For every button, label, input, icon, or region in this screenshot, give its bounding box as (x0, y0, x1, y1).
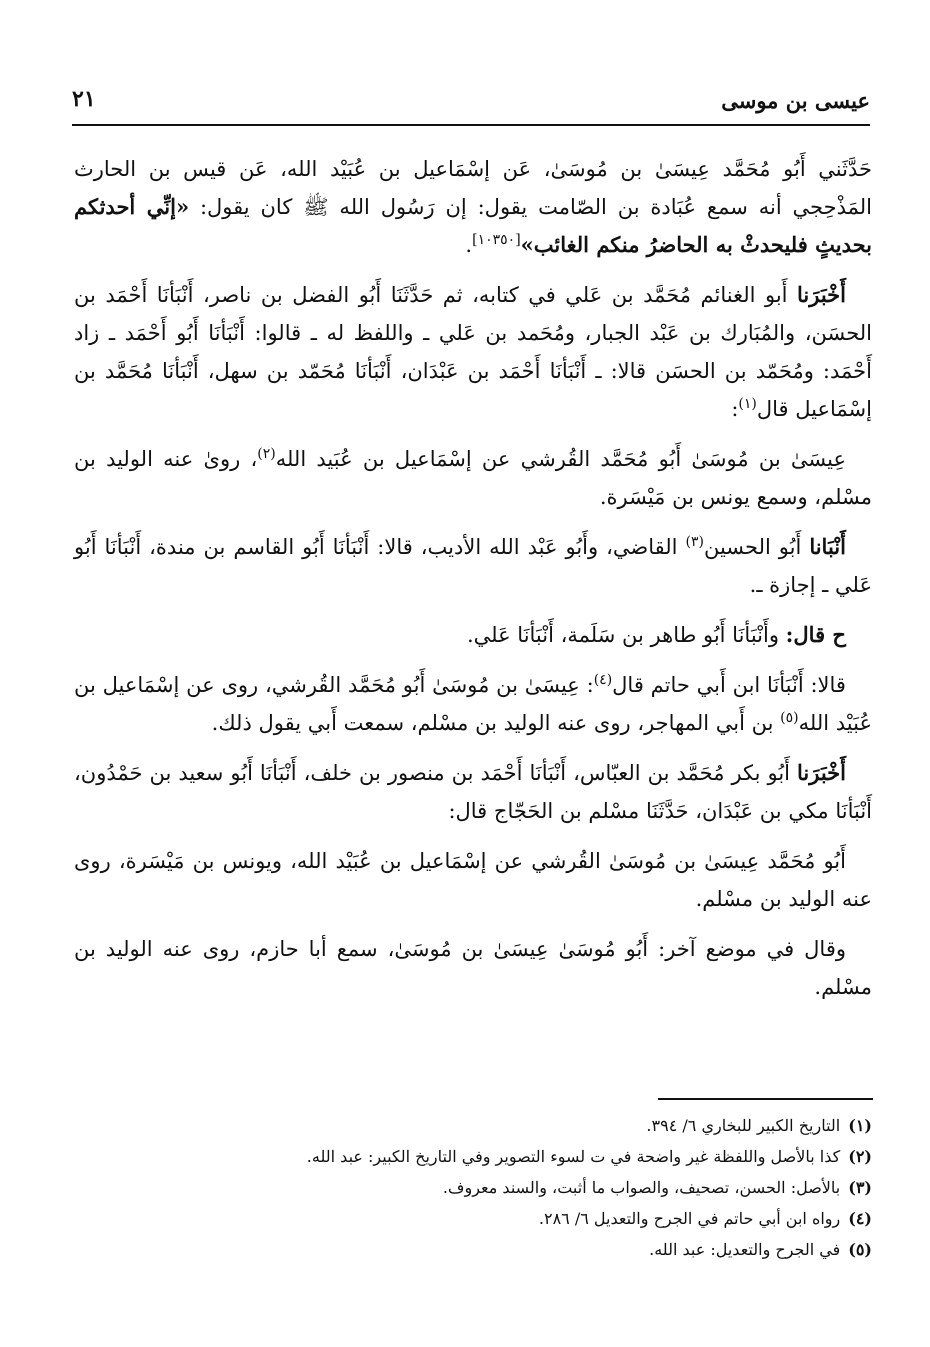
footnote (74, 1172, 872, 1203)
footnote (74, 1110, 872, 1141)
paragraph-tail: القاضي، وأَبُو عَبْد الله الأديب، قالا: أَنْبَأنَا أَبُو القاسم بن مندة، أَنْبَأنَا أَبُو عَلي ـ إجازة ـ. (74, 535, 872, 597)
paragraph-3 (74, 440, 872, 516)
paragraph-tail: بن أَبي المهاجر، روى عنه الوليد بن مسْلم، سمعت أَبي يقول ذلك. (211, 711, 781, 735)
paragraph-text: أَبُو بكر مُحَمَّد بن العبّاس، أَنْبَأنَا أَحْمَد بن منصور بن خلف، أَنْبَأنَا أَبُو سعيد بن حَمْدُون، أَنْبَأنَا مكي بن عَبْدَان، حَدَّثَنَا مسْلم بن الحَجّاج قال: (74, 761, 872, 823)
paragraph-8 (74, 842, 872, 918)
footnote-ref: (٥) (780, 710, 799, 726)
running-title: عيسى بن موسى (721, 88, 870, 113)
footnote-number: (٣) (848, 1178, 872, 1197)
hadith-quote: «إنِّي أحدثكم بحديثٍ فليحدثْ به الحاضرُ منكم الغائب» (74, 194, 872, 257)
footnote-ref: (١) (738, 396, 757, 412)
narration-lead: ح قال: (785, 622, 846, 647)
narration-lead: أَخْبَرَنا (797, 760, 846, 785)
paragraph-text: عِيسَىٰ بن مُوسَىٰ أَبُو مُحَمَّد القُرشي عن إسْمَاعيل بن عُبَيد الله (275, 447, 847, 471)
paragraph-tail: . (465, 233, 473, 257)
footnote-ref: (٣) (685, 534, 704, 550)
hadith-number: [١٠٣٥٠] (472, 232, 521, 248)
narration-lead: أَخْبَرَنا (797, 282, 846, 307)
paragraph-9 (74, 930, 872, 1006)
paragraph-5 (74, 616, 872, 654)
footnotes (74, 1110, 872, 1265)
footnote-text: رواه ابن أبي حاتم في الجرح والتعديل ٦/ ٢٨٦. (538, 1209, 841, 1228)
footnote-text: كذا بالأصل واللفظة غير واضحة في ت لسوء التصوير وفي التاريخ الكبير: عبد الله. (306, 1147, 841, 1166)
paragraph-2 (74, 276, 872, 428)
running-header (72, 84, 870, 126)
footnote-number: (٤) (848, 1209, 872, 1228)
footnote-divider (658, 1098, 873, 1100)
paragraph-text: أَبُو مُحَمَّد عِيسَىٰ بن مُوسَىٰ القُرشي عن إسْمَاعيل بن عُبَيْد الله، ويونس بن مَيْسَرة، روى عنه الوليد بن مسْلم. (74, 849, 872, 911)
paragraph-4 (74, 528, 872, 604)
footnote-ref: (٤) (593, 672, 613, 688)
paragraph-text: قالا: أَنْبَأنَا ابن أَبي حاتم قال (612, 673, 846, 697)
paragraph-text: حَدَّثَني أَبُو مُحَمَّد عِيسَىٰ بن مُوسَىٰ، عَن إسْمَاعيل بن عُبَيْد الله، عَن قيس بن الحارث المَذْحِجي أنه سمع عُبَادة بن الصّامت يقول: إن رَسُول الله ﷺ كان يقول: (74, 157, 872, 219)
footnote-number: (٥) (848, 1240, 872, 1259)
paragraph-tail: : (731, 397, 739, 421)
footnote-text: التاريخ الكبير للبخاري ٦/ ٣٩٤. (646, 1116, 841, 1135)
paragraph-text: أَبُو الحسين (703, 535, 802, 559)
footnote-number: (٢) (848, 1147, 872, 1166)
paragraph-text: وأَنْبَأنَا أَبُو طاهر بن سَلَمة، أَنْبَأنَا عَلي. (466, 623, 779, 647)
paragraph-6 (74, 666, 872, 742)
narration-lead: أَنْبَانا (809, 534, 846, 559)
paragraph-1 (74, 150, 872, 264)
paragraph-text: وقال في موضع آخر: أَبُو مُوسَىٰ عِيسَىٰ بن مُوسَىٰ، سمع أبا حازم، روى عنه الوليد بن مسْلم. (74, 937, 872, 999)
footnote (74, 1203, 872, 1234)
main-text (74, 150, 872, 1018)
footnote-text: في الجرح والتعديل: عبد الله. (649, 1240, 841, 1259)
footnote-number: (١) (848, 1116, 872, 1135)
footnote (74, 1234, 872, 1265)
page-number: ٢١ (72, 86, 96, 112)
paragraph-tail: ، روىٰ عنه الوليد بن مسْلم، وسمع يونس بن مَيْسَرة. (74, 447, 872, 509)
paragraph-text: أَبو الغنائم مُحَمَّد بن عَلي في كتابه، ثم حَدَّثَنَا أَبُو الفضل بن ناصر، أَنْبَأنَا أَحْمَد بن الحسَن، والمُبَارك بن عَبْد الجبار، ومُحَمد بن عَلي ـ واللفظ له ـ قالوا: أَنْبَأنَا أَبُو أَحْمَد ـ زاد أَحْمَد: ومُحَمّد بن الحسَن قالا: ـ أَنْبَأنَا أَحْمَد بن عَبْدَان، أَنْبَأنَا مُحَمّد بن سهل، أَنْبَأنَا مُحَمَّد بن إسْمَاعيل قال (74, 283, 872, 421)
footnote-ref: (٢) (257, 446, 276, 462)
paragraph-text-continued: : عِيسَىٰ بن مُوسَىٰ أَبُو مُحَمَّد القُرشي، روى عن إسْمَاعيل بن عُبَيْد الله (74, 673, 872, 735)
footnote-text: بالأصل: الحسن، تصحيف، والصواب ما أثبت، والسند معروف. (442, 1178, 841, 1197)
footnote (74, 1141, 872, 1172)
paragraph-7 (74, 754, 872, 830)
